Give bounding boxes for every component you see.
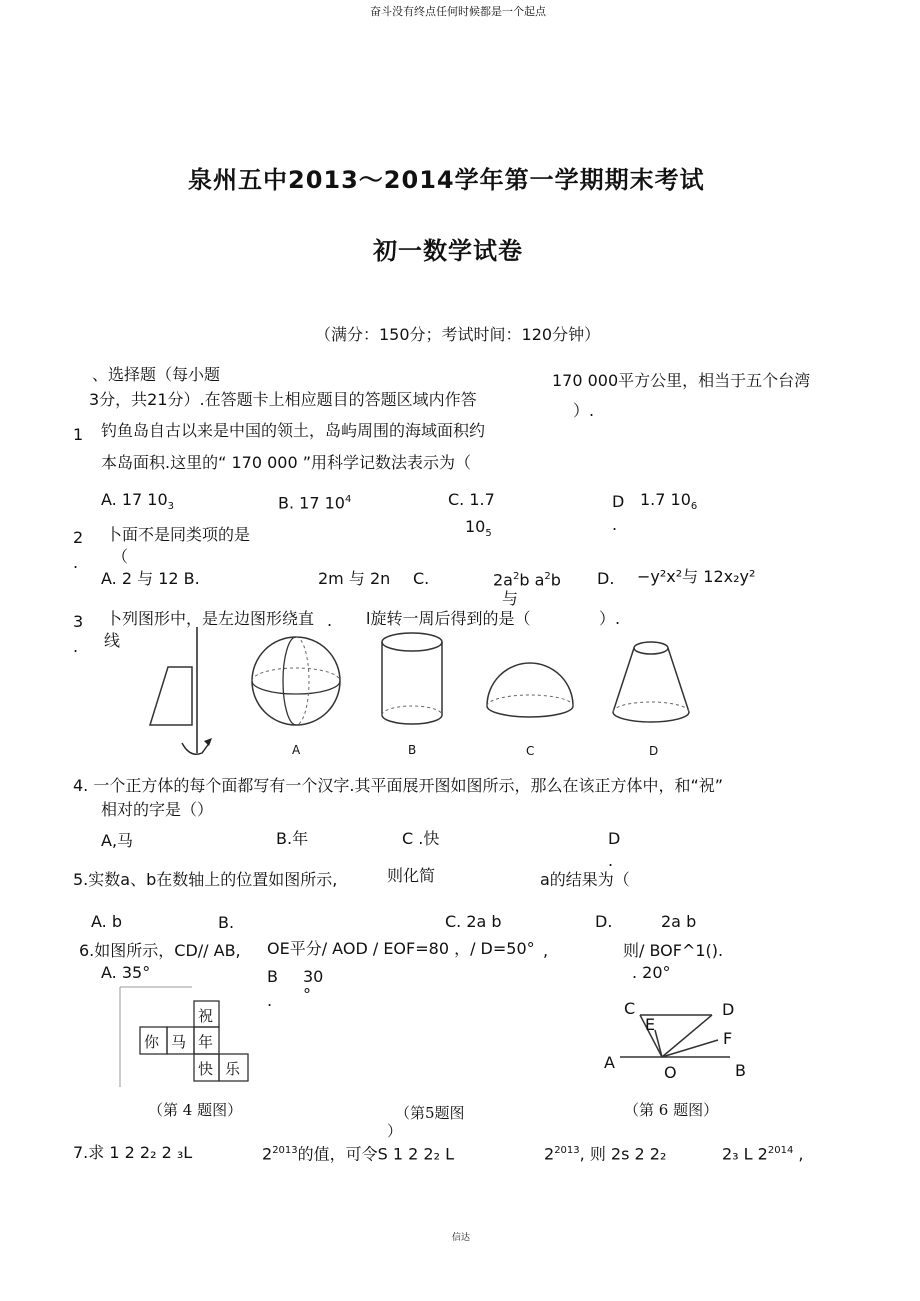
q1-option-b: B. 17 $10^4$: [278, 493, 352, 513]
angle-label-b: B: [735, 1061, 746, 1080]
q1-option-c-power: $10_5$: [465, 517, 492, 540]
q1-number: 1: [73, 425, 84, 444]
q4-option-a: A,马: [101, 831, 134, 850]
net-cell-le: 乐: [225, 1060, 241, 1078]
q2-number: 2: [73, 528, 84, 547]
q4-dot: .: [608, 851, 614, 870]
net-cell-kuai: 快: [198, 1060, 214, 1078]
page-footer: 信达: [452, 1233, 471, 1243]
hemisphere-figure: [483, 660, 578, 735]
q3-dot: .: [73, 637, 79, 656]
figure4-caption: （第 4 题图）: [148, 1101, 243, 1119]
trapezoid-rotation-figure: [140, 625, 220, 760]
q6-option-b: 30: [303, 967, 324, 986]
q4-option-d: D: [608, 829, 621, 848]
q1-dot: .: [612, 515, 618, 534]
angle-label-e: E: [645, 1015, 656, 1034]
q6-option-d: . 20°: [632, 963, 671, 982]
q2-option-c: $2a^2b$ $a^2b$: [493, 570, 561, 590]
q6-option-b-degree: °: [303, 985, 311, 1004]
q5-option-d-letter: D.: [595, 912, 613, 931]
q3-label-c: C: [526, 744, 535, 758]
q3-label-b: B: [408, 743, 417, 757]
q2-option-d: −y²x²与 12x₂y²: [637, 567, 756, 586]
q1-option-c: C. 1.7: [448, 490, 495, 509]
q1-option-d-letter: D: [612, 492, 625, 511]
paper-title: 泉州五中2013～2014学年第一学期期末考试: [188, 166, 705, 194]
figure6-caption: （第 6 题图）: [624, 1101, 719, 1119]
q4-option-b: B.年: [276, 829, 309, 848]
q4-text-a: 4. 一个正方体的每个面都写有一个汉字.其平面展开图如图所示，那么在该正方体中，和“祝”: [73, 776, 724, 795]
angle-label-f: F: [723, 1029, 733, 1048]
section1-heading-b: 3分，共21分）.在答题卡上相应题目的答题区域内作答: [89, 390, 477, 409]
q7-text-a: 7.求 1 2 2₂ 2 ₃L: [73, 1143, 193, 1162]
header-motto: 奋斗没有终点任何时候都是一个起点: [370, 5, 546, 18]
q5-option-a: A. b: [91, 912, 122, 931]
q3-text-c: ）.: [599, 609, 621, 628]
q2-dot: .: [73, 553, 79, 572]
q2-option-c-with: 与: [502, 589, 519, 608]
q2-option-d-letter: D.: [597, 569, 615, 588]
q3-text-mid: .: [327, 611, 333, 630]
q6-text-b: OE平分/ AOD / EOF=80 ，/ D=50°: [267, 939, 535, 958]
q2-option-c-letter: C.: [413, 569, 430, 588]
figure5-caption-a: （第5题图: [395, 1104, 465, 1122]
q2-option-a: A. 2 与 12 B.: [101, 569, 200, 588]
q6-text-comma: ,: [543, 941, 549, 960]
sphere-figure: [248, 630, 348, 732]
q3-label-d: D: [649, 744, 659, 758]
q5-option-b: B.: [218, 913, 235, 932]
section1-heading-a: 、选择题（每小题: [92, 365, 221, 384]
q6-option-b-dot: .: [267, 991, 273, 1010]
q1-option-d: 1.7 $10_6$: [640, 490, 698, 513]
q1-text-b: 本岛面积.这里的“ 170 000 ”用科学记数法表示为（: [101, 453, 472, 472]
q2-option-b: 2m 与 2n: [318, 569, 391, 588]
net-cell-ma: 马: [171, 1033, 187, 1051]
angle-label-c: C: [624, 999, 636, 1018]
q3-text-b: l旋转一周后得到的是（: [366, 609, 531, 628]
net-cell-nian: 年: [198, 1033, 214, 1051]
cylinder-figure: [378, 630, 450, 730]
q7-text-b: $2^{2013}$的值，可令S 1 2 2₂ L: [262, 1144, 455, 1164]
angle-label-a: A: [604, 1053, 615, 1072]
q5-option-d: 2a b: [661, 912, 697, 931]
exam-info: （满分：150分；考试时间：120分钟）: [315, 325, 601, 344]
angle-label-d: D: [722, 1000, 735, 1019]
q5-text-b: 则化简: [387, 866, 436, 885]
net-cell-ni: 你: [144, 1033, 160, 1051]
q5-option-c: C. 2a b: [445, 912, 502, 931]
q5-text-c: a的结果为（: [540, 870, 630, 889]
q6-option-b-letter: B: [267, 967, 278, 986]
q3-text-line: 线: [104, 631, 121, 650]
q4-text-b: 相对的字是（）: [101, 800, 214, 819]
q6-text-c: 则/ BOF^1().: [623, 941, 724, 960]
q2-paren: （: [112, 547, 129, 566]
figure5-caption-b: ）: [387, 1122, 403, 1140]
q4-option-c: C .快: [402, 829, 440, 848]
q7-text-d: 2₃ L $2^{2014}$ ,: [722, 1144, 804, 1164]
q2-text: 卜面不是同类项的是: [106, 525, 251, 544]
q3-number: 3: [73, 612, 84, 631]
q1-text-a: 钓鱼岛自古以来是中国的领土，岛屿周围的海域面积约: [101, 421, 486, 440]
q6-option-a: A. 35°: [101, 963, 151, 982]
paper-subtitle: 初一数学试卷: [373, 237, 523, 265]
section1-right-a: 170 000平方公里，相当于五个台湾: [552, 371, 811, 390]
q3-label-a: A: [292, 743, 301, 757]
section1-right-b: ）.: [573, 401, 595, 420]
q3-text-a: 卜列图形中，是左边图形绕直: [106, 609, 315, 628]
q7-text-c: $2^{2013}$, 则 2s 2 2₂: [544, 1144, 667, 1164]
net-cell-zhu: 祝: [198, 1007, 214, 1025]
q5-text-a: 5.实数a、b在数轴上的位置如图所示,: [73, 870, 338, 889]
frustum-figure: [608, 638, 696, 733]
q1-option-a: A. 17 $10_3$: [101, 490, 175, 513]
q6-text-a: 6.如图所示，CD// AB,: [79, 941, 241, 960]
angle-label-o: O: [664, 1063, 677, 1082]
